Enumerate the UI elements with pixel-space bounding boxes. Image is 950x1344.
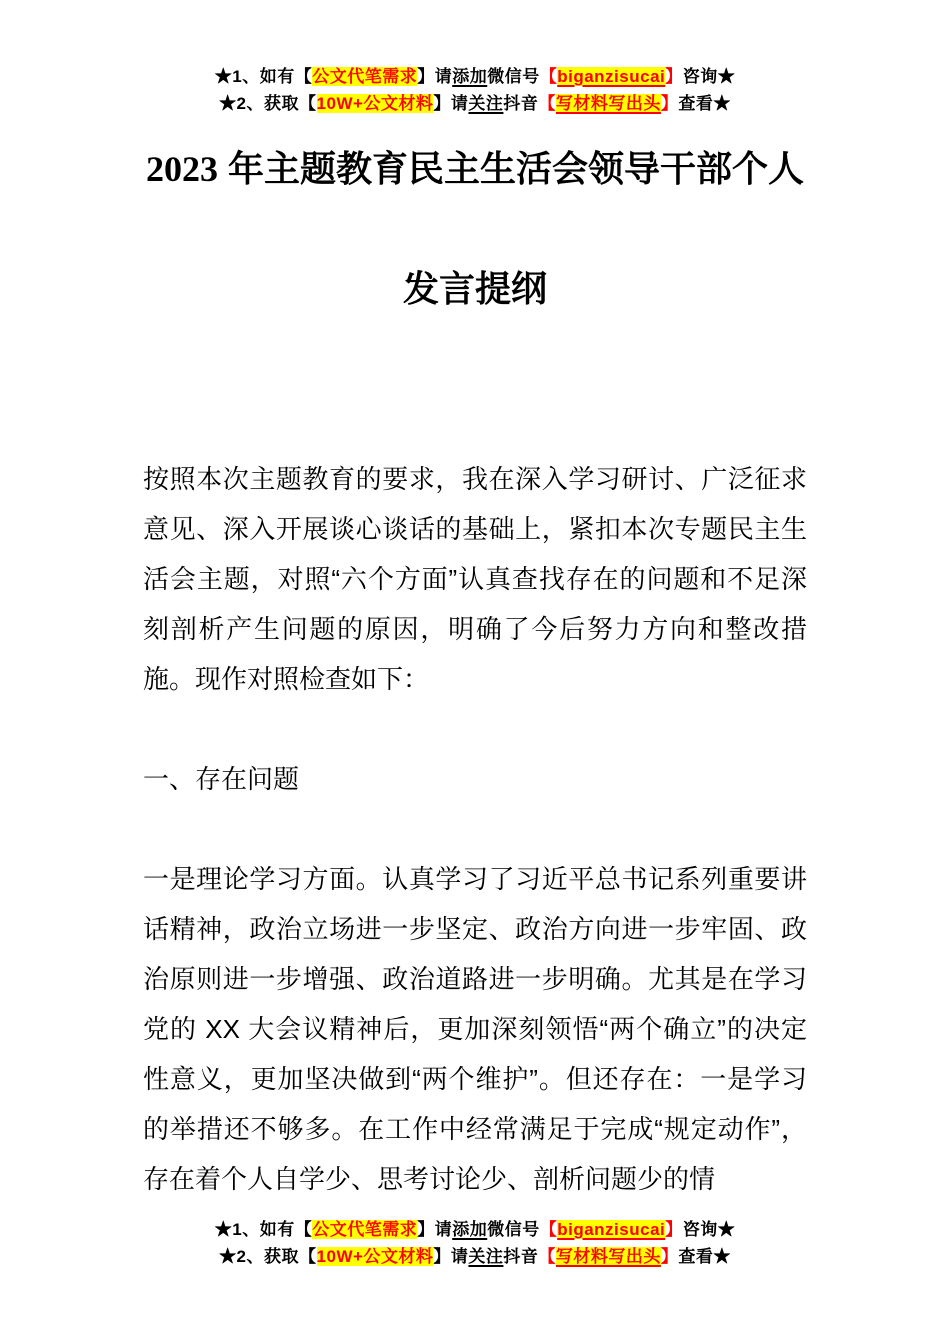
text-segment: 查看★ (678, 94, 731, 113)
text-segment: 抖音 (503, 1247, 539, 1266)
text-segment: 】请 (433, 1247, 469, 1266)
text-segment: 2023 (145, 149, 218, 189)
text-segment: 写材料写出头 (555, 1247, 661, 1266)
text-segment: 】 (665, 67, 683, 86)
footer-notice (0, 1216, 950, 1270)
text-segment: 】请 (417, 67, 453, 86)
text-segment: 关注 (468, 1247, 504, 1266)
text-segment: 微信号 (487, 1220, 540, 1239)
text-segment: biganzisucai (557, 67, 666, 86)
body-paragraph-intro: 按照本次主题教育的要求，我在深入学习研讨、广泛征求意见、深入开展谈心谈话的基础上，紧扣本次专题民主生活会主题，对照“六个方面”认真查找存在的问题和不足深刻剖析产生问题的原因，明确了今后努力方向和整改措施。现作对照检查如下： (143, 464, 807, 694)
text-segment: 】 (665, 1220, 683, 1239)
text-segment: 10W+公文材料 (316, 94, 434, 113)
text-segment: 】请 (417, 1220, 453, 1239)
text-segment: 写材料写出头 (555, 94, 661, 113)
text-segment: 抖音 (503, 94, 539, 113)
header-notice-line-2 (0, 90, 950, 117)
document-body (143, 454, 807, 1204)
text-segment: 咨询★ (682, 67, 736, 86)
text-segment: 公文代笔需求 (312, 1220, 418, 1239)
text-segment: ★1、如有【 (214, 1220, 313, 1239)
text-segment: ★2、获取【 (219, 1247, 317, 1266)
text-segment: 】请 (433, 94, 469, 113)
footer-notice-line-2 (0, 1243, 950, 1270)
text-segment: 【 (539, 1220, 558, 1239)
text-segment: 】 (660, 1247, 679, 1266)
text-segment: 查看★ (678, 1247, 731, 1266)
text-segment: 添加 (452, 1220, 488, 1239)
text-segment: 年主题教育民主生活会领导干部个人 (217, 148, 804, 189)
header-notice (0, 63, 950, 117)
body-paragraph-theory-study: 一是理论学习方面。认真学习了习近平总书记系列重要讲话精神，政治立场进一步坚定、政治方向进一步牢固、政治原则进一步增强、政治道路进一步明确。尤其是在学习党的 XX 大会议精神后，更加深刻领悟“两个确立”的决定性意义，更加坚决做到“两个维护”。但还存在：一是学习的举措还不够多。在工作中经常满足于完成“规定动作”，存在着个人自学少、思考讨论少、剖析问题少的情 (143, 864, 807, 1194)
text-segment: 咨询★ (682, 1220, 736, 1239)
text-segment: 【 (538, 94, 556, 113)
text-segment: 添加 (452, 67, 488, 86)
text-segment: ★1、如有【 (214, 67, 313, 86)
text-segment: 10W+公文材料 (316, 1247, 434, 1266)
text-segment: 公文代笔需求 (312, 67, 418, 86)
text-segment: ★2、获取【 (219, 94, 317, 113)
body-heading-existing-problems: 一、存在问题 (143, 764, 300, 794)
footer-notice-line-1 (0, 1216, 950, 1243)
document-title (0, 146, 950, 312)
text-segment: 微信号 (487, 67, 540, 86)
text-segment: 】 (660, 94, 679, 113)
header-notice-line-1 (0, 63, 950, 90)
text-segment: biganzisucai (557, 1220, 666, 1239)
text-segment: 【 (539, 67, 558, 86)
document-title-line-1 (0, 146, 950, 192)
text-segment: 关注 (468, 94, 504, 113)
document-title-line-2: 发言提纲 (402, 268, 547, 309)
text-segment: 【 (538, 1247, 556, 1266)
